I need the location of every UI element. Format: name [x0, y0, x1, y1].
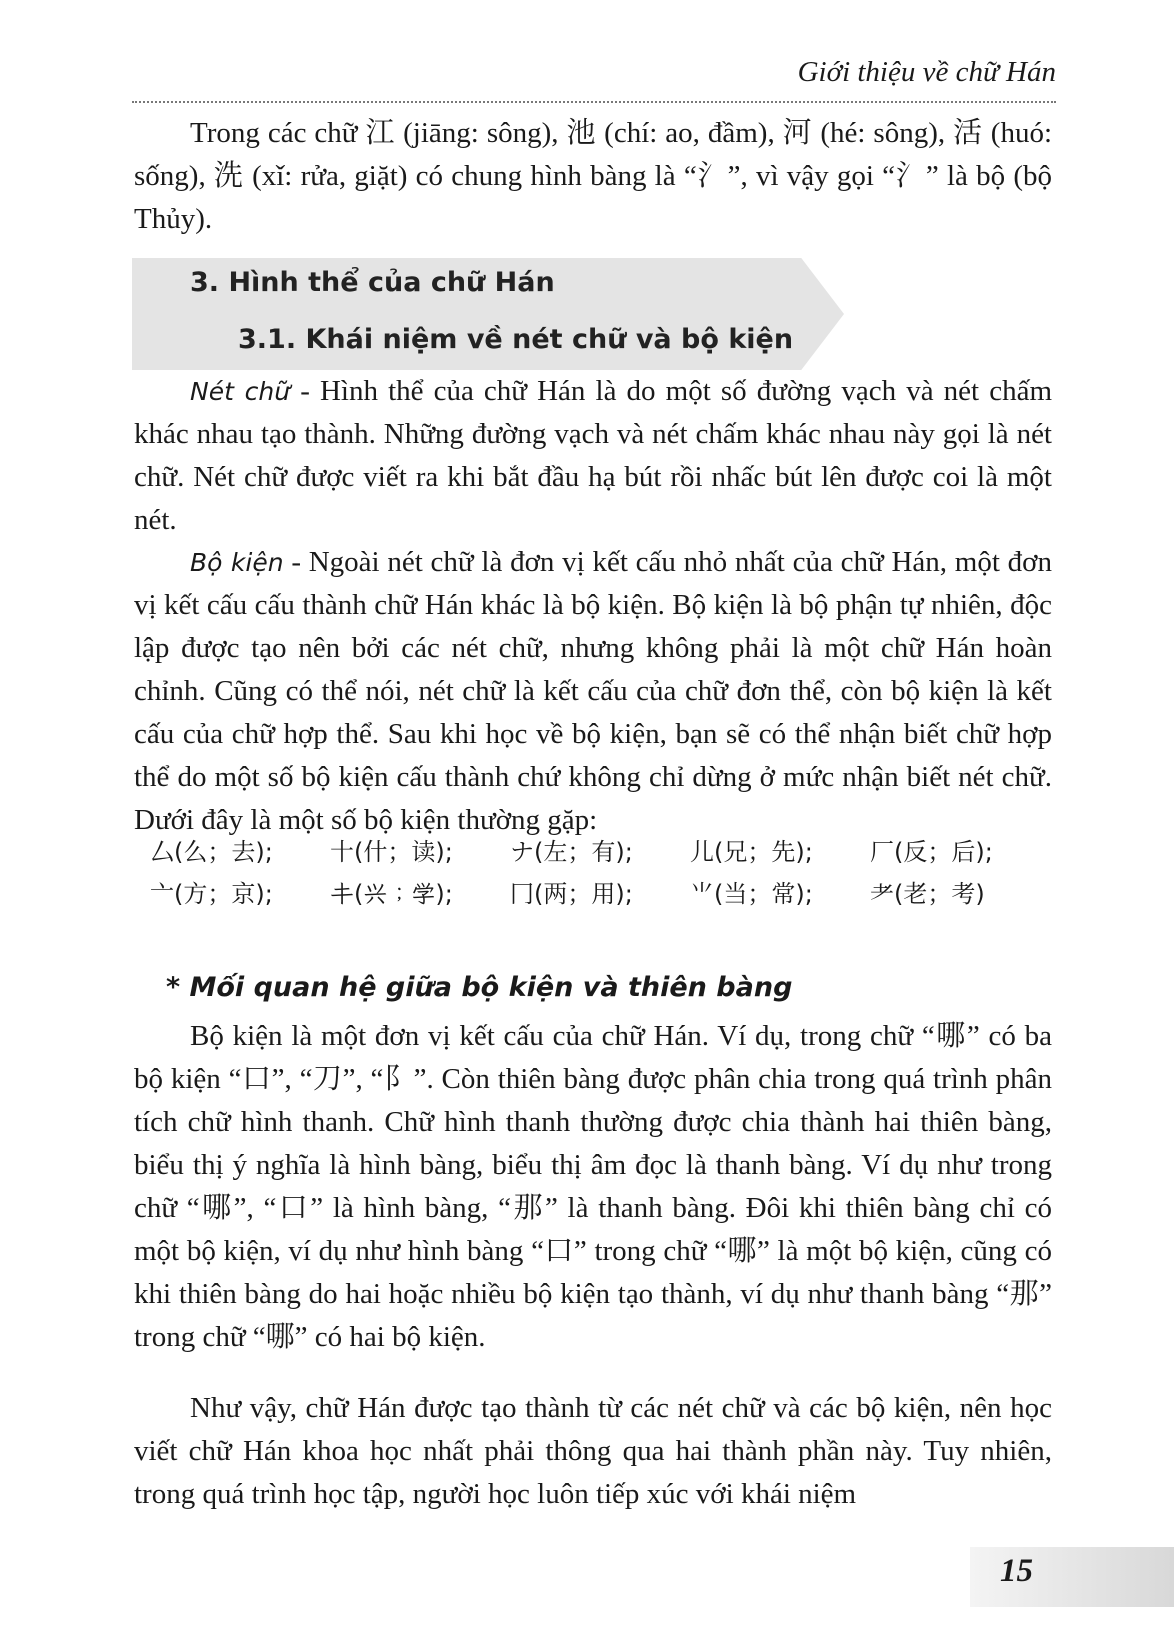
bo-kien-paragraph — [134, 541, 1052, 842]
relation-heading: * Mối quan hệ giữa bộ kiện và thiên bàng — [166, 972, 793, 1003]
radicals-row-2 — [150, 874, 1050, 914]
relation-paragraph: Bộ kiện là một đơn vị kết cấu của chữ Hán. Ví dụ, trong chữ “哪” có ba bộ kiện “口”, “刀”, “阝”. Còn thiên bàng được phân chia trong quá trình phân tích chữ hình thanh. Chữ hình thanh thường được chia thành hai thiên bàng, biểu thị ý nghĩa là hình bàng, biểu thị âm đọc là thanh bàng. Ví dụ như trong chữ “哪”, “口” là hình bàng, “那” là thanh bàng. Đôi khi thiên bàng chỉ có một bộ kiện, ví dụ như hình bàng “口” trong chữ “哪” là một bộ kiện, cũng có khi thiên bàng do hai hoặc nhiều bộ kiện tạo thành, ví dụ như thanh bàng “那” trong chữ “哪” có hai bộ kiện. — [134, 1020, 1052, 1353]
radical-example: 冂(两；用); — [510, 880, 633, 908]
radical-example: 亠(方；京); — [150, 880, 273, 908]
bo-kien-term: Bộ kiện — [190, 548, 284, 577]
subsection-heading: 3.1. Khái niệm về nét chữ và bộ kiện — [238, 324, 794, 355]
conclusion-paragraph: Như vậy, chữ Hán được tạo thành từ các nét chữ và các bộ kiện, nên học viết chữ Hán khoa học nhất phải thông qua hai thành phần này. Tuy nhiên, trong quá trình học tập, người học luôn tiếp xúc với khái niệm — [134, 1392, 1052, 1510]
radical-example: 厶(么；去); — [150, 838, 273, 866]
radical-example: 厂(反；后); — [870, 838, 993, 866]
intro-paragraph: Trong các chữ 江 (jiāng: sông), 池 (chí: ao, đầm), 河 (hé: sông), 活 (huó: sống), 洗 (xǐ: rửa, giặt) có chung hình bàng là “氵”, vì vậy gọi “氵” là bộ (bộ Thủy). — [134, 117, 1052, 235]
radicals-row-1 — [150, 832, 1050, 872]
radical-example: 𰀁(兴；学); — [330, 880, 453, 908]
net-chu-term: Nét chữ — [190, 377, 291, 406]
bo-kien-body: - Ngoài nét chữ là đơn vị kết cấu nhỏ nhất của chữ Hán, một đơn vị kết cấu cấu thành chữ Hán khác là bộ kiện. Bộ kiện là bộ phận tự nhiên, độc lập được tạo nên bởi các nét chữ, nhưng không phải là một chữ Hán hoàn chỉnh. Cũng có thể nói, nét chữ là kết cấu của chữ đơn thể, còn bộ kiện là kết cấu của chữ hợp thể. Sau khi học về bộ kiện, bạn sẽ có thể nhận biết chữ hợp thể do một số bộ kiện cấu thành chứ không chỉ dừng ở mức nhận biết nét chữ. Dưới đây là một số bộ kiện thường gặp: — [134, 546, 1052, 836]
running-header: Giới thiệu về chữ Hán — [797, 56, 1056, 88]
radical-example: 儿(兄；先); — [690, 838, 813, 866]
net-chu-paragraph — [134, 370, 1052, 542]
radical-example: 十(什；读); — [330, 838, 453, 866]
section-heading: 3. Hình thể của chữ Hán — [190, 267, 555, 298]
radical-example: 耂(老；考) — [870, 880, 985, 908]
radical-example: ナ(左；有); — [510, 838, 633, 866]
page-number: 15 — [1000, 1553, 1033, 1589]
header-divider — [132, 101, 1056, 103]
net-chu-body: - Hình thể của chữ Hán là do một số đường vạch và nét chấm khác nhau tạo thành. Những đường vạch và nét chấm khác nhau này gọi là nét chữ. Nét chữ được viết ra khi bắt đầu hạ bút rồi nhấc bút lên được coi là một nét. — [134, 375, 1053, 536]
radical-example: ⺌(当；常); — [690, 880, 813, 908]
